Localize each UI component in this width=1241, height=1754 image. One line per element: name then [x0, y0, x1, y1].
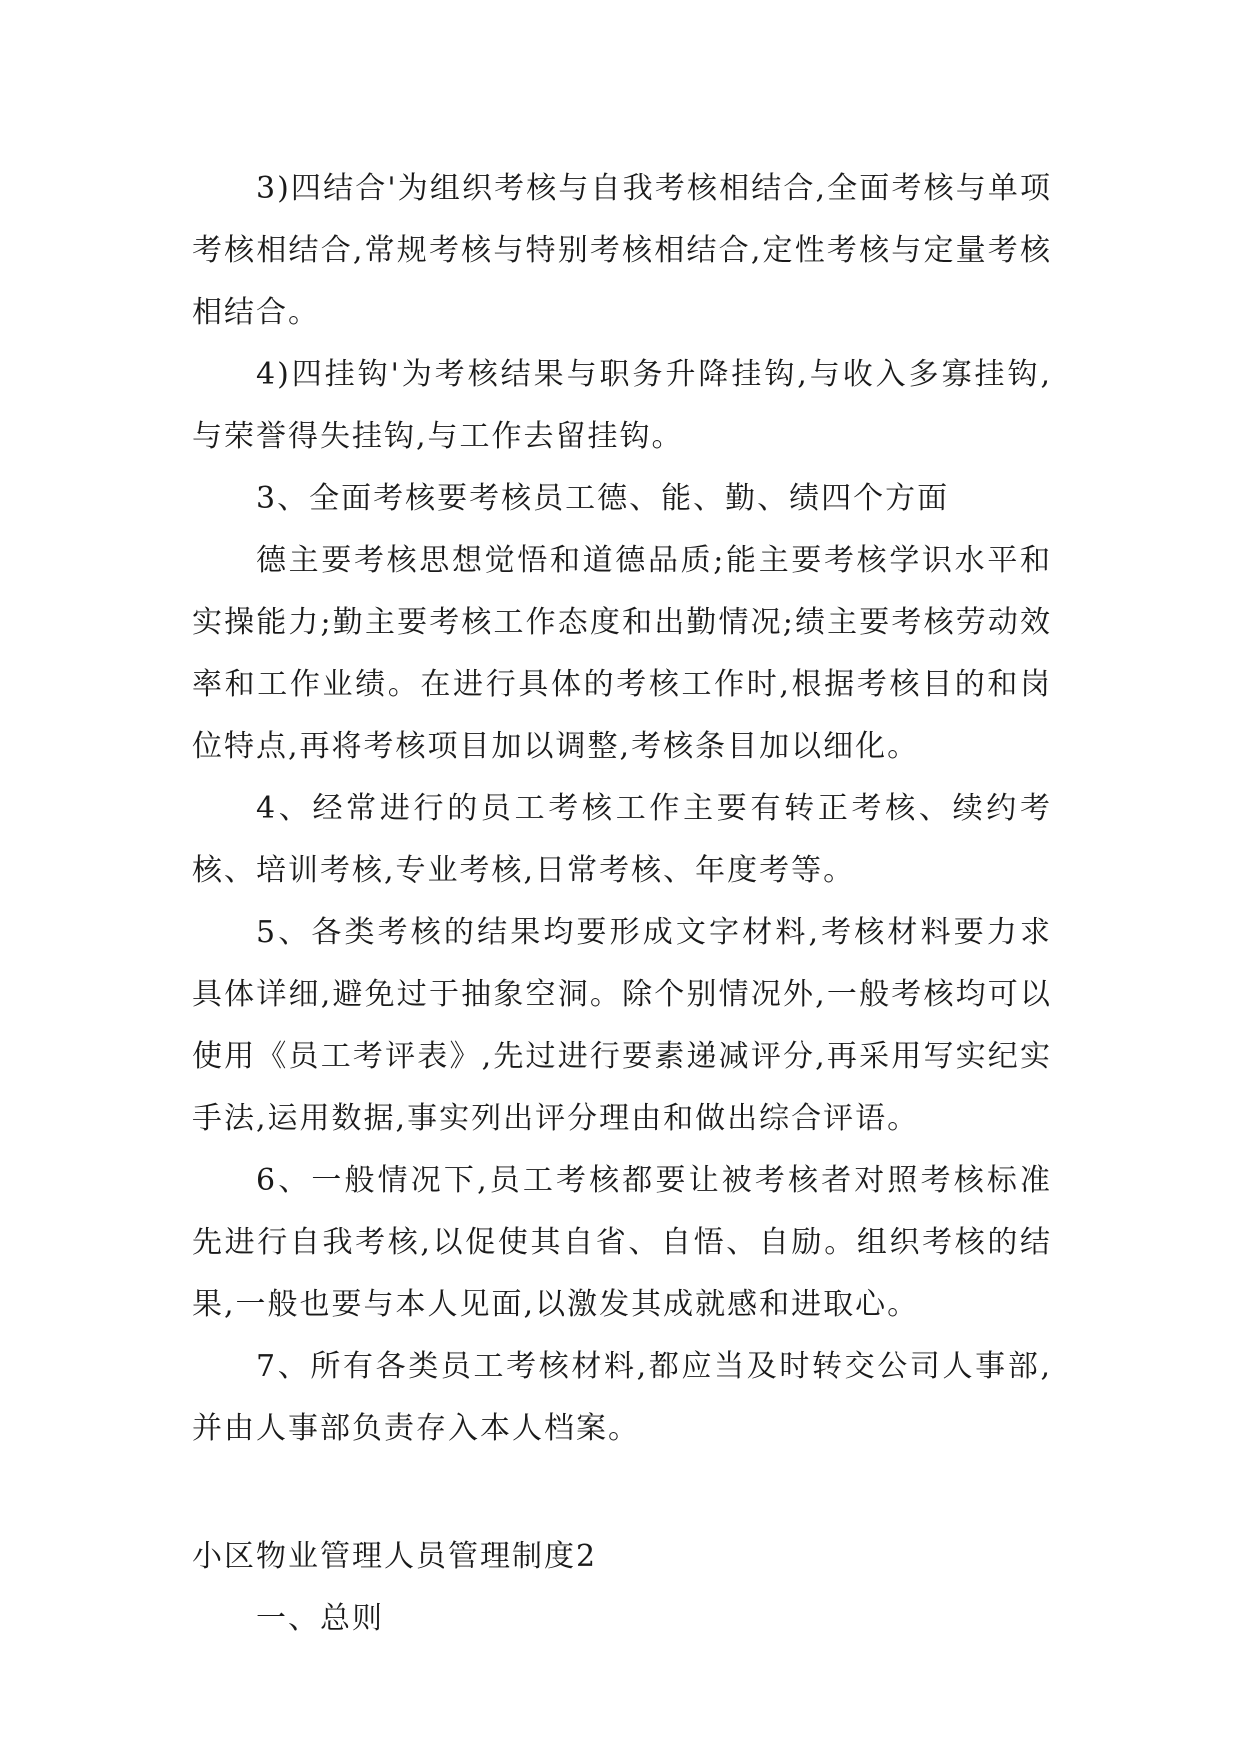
document-body [192, 158, 1052, 1650]
section-subtitle: 一、总则 [256, 1601, 384, 1636]
section-title: 小区物业管理人员管理制度2 [192, 1539, 598, 1574]
paragraph-four-combinations: 3)四结合'为组织考核与自我考核相结合,全面考核与单项考核相结合,常规考核与特别考核相结合,定性考核与定量考核相结合。 [192, 171, 1052, 330]
paragraph-item-7: 7、所有各类员工考核材料,都应当及时转交公司人事部,并由人事部负责存入本人档案。 [192, 1349, 1052, 1446]
paragraph-item-6: 6、一般情况下,员工考核都要让被考核者对照考核标准先进行自我考核,以促使其自省、自悟、自励。组织考核的结果,一般也要与本人见面,以激发其成就感和进取心。 [192, 1163, 1052, 1322]
paragraph-item-3-heading: 3、全面考核要考核员工德、能、勤、绩四个方面 [256, 481, 950, 516]
paragraph-four-linkages: 4)四挂钩'为考核结果与职务升降挂钩,与收入多寡挂钩,与荣誉得失挂钩,与工作去留挂钩。 [192, 357, 1052, 454]
paragraph-item-4: 4、经常进行的员工考核工作主要有转正考核、续约考核、培训考核,专业考核,日常考核、年度考等。 [192, 791, 1052, 888]
paragraph-item-5: 5、各类考核的结果均要形成文字材料,考核材料要力求具体详细,避免过于抽象空洞。除个别情况外,一般考核均可以使用《员工考评表》,先过进行要素递减评分,再采用写实纪实手法,运用数据,事实列出评分理由和做出综合评语。 [192, 915, 1052, 1136]
paragraph-item-3-detail: 德主要考核思想觉悟和道德品质;能主要考核学识水平和实操能力;勤主要考核工作态度和出勤情况;绩主要考核劳动效率和工作业绩。在进行具体的考核工作时,根据考核目的和岗位特点,再将考核项目加以调整,考核条目加以细化。 [192, 543, 1052, 764]
